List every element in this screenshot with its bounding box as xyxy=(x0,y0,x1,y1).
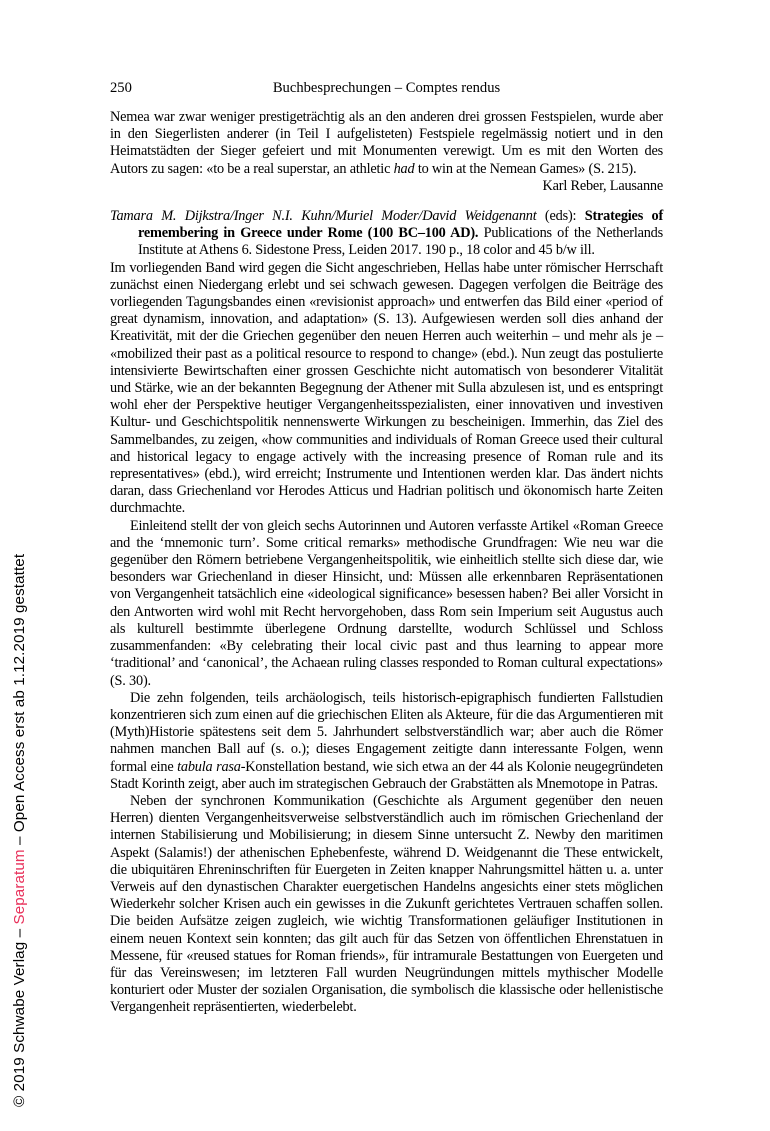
text-run: Publications of the Netherlands Institute at Athens 6. Sidestone Press, Leiden 2017. 190 p., 18 color and 45 b/w ill. xyxy=(138,225,667,259)
text-run: Die zehn folgenden, teils archäologisch, teils historisch-epigraphisch fundierten Fallstudien konzentrieren sich zum einen auf die griechischen Eliten als Akteure, für die das Argumentieren mit (Myth)Historie spätestens seit dem 5. Jahrhundert selbstverständlich war; aber auch die Römer nahmen manchen Ball auf (s. o.); dieses Engagement zeitigte dann interessante Folgen, wenn formal eine xyxy=(110,689,667,775)
text-run: Nemea war zwar weniger prestigeträchtig als an den anderen drei grossen Festspielen, wurde aber in den Siegerlisten anderer (in Teil I aufgelisteten) Festspiele regelmässig notiert und in den Heimatstädten der Sieger gefeiert und mit Monumenten verewigt. Um es mit den Worten des Autors zu sagen: «to be a real superstar, an athletic xyxy=(110,109,667,177)
page-number: 250 xyxy=(110,80,132,96)
text-run: tabula rasa xyxy=(177,758,241,775)
text-run: – Open Access erst ab 1.12.2019 gestattet xyxy=(11,553,28,850)
text-run: Im vorliegenden Band wird gegen die Sicht angeschrieben, Hellas habe unter römischer Herrschaft zunächst einen Niedergang erlebt und sei schwach gewesen. Dagegen verfolgen die Beiträge des vorliegenden Tagungsbandes einen «revisionist approach» und entwerfen das Bild einer «period of great dynamism, innovation, and adaptation» (S. 13). Aufgewiesen werden soll dies anhand der Kreativität, mit der die Griechen gegenüber den neuen Herren auch weiterhin – und mehr als je – «mobilized their past as a political resource to respond to change» (ebd.). Nun zeugt das postulierte intensivierte Bewirtschaften einer grossen Geschichte nicht automatisch von besonderer Vitalität und Stärke, wie an der bekannten Begegnung der Athener mit Sulla abzulesen ist, und es entspringt wohl eher der Perspektive heutiger Vergangenheitsspezialisten, einer innovativen und investiven Kultur- und Geschichtspolitik nennenswerte Wirkungen zu bescheinigen. Immerhin, das Ziel des Sammelbandes, zu zeigen, «how communities and individuals of Roman Greece used their cultural and historical legacy to engage actively with the increasing presence of Roman rule and its representatives» (ebd.), wird erreicht; Instrumente und Intentionen werden klar. Das ändert nichts daran, dass Griechenland vor Herodes Atticus und Hadrian politisch und ökonomisch harte Zeiten durchmachte. xyxy=(110,259,667,517)
text-run: Einleitend stellt der von gleich sechs Autorinnen und Autoren verfasste Artikel «Roman Greece and the ‘mnemonic turn’. Some critical remarks» methodische Grundfragen: Wie neu war die gegenüber den Römern betriebene Vergangenheitspolitik, wie einheitlich stellte sich diese dar, wie besonders war Griechenland in dieser Hinsicht, und: Müssen alle erkennbaren Repräsentationen von Vergangenheit tatsächlich eine «ideological significance» besessen haben? Bei aller Vorsicht in den Antworten wird wohl mit Recht hervorgehoben, dass Rom sein Imperium seit Augustus auch als kulturell bestimmte überlegene Ordnung darstellte, wodurch Schlüssel und Schloss zusammenfanden: «By celebrating their local civic past and thus learning to appear more ‘traditional’ and ‘canonical’, the Achaean ruling classes responded to Roman cultural expectations» (S. 30). xyxy=(110,517,667,689)
section-title: Buchbesprechungen – Comptes rendus xyxy=(272,80,501,96)
text-run: Neben der synchronen Kommunikation (Geschichte als Argument gegenüber den neuen Herren) dienten Vergangenheitsverweise selbstverständlich auch im römischen Griechenland der internen Stabilisierung und Mobilisierung; in diesem Sinne untersucht Z. Newby den maritimen Aspekt (Salamis!) der athenischen Ephebenfeste, während D. Weidgenannt die These entwickelt, die ubiquitären Ehreninschriften für Euergeten in Zeiten knapper Nahrungsmittel hätten u. a. unter Verweis auf den dynastischen Charakter euergetischen Handelns angesichts einer stets möglichen Wiederkehr solcher Krisen auch ein gewisses in die Zukunft gerichtetes Vertrauen schaffen sollen. Die beiden Aufsätze zeigen zugleich, wie wichtig Transformationen geläufiger Institutionen in einem neuen Kontext sein konnten; das gilt auch für das Setzen von öffentlichen Ehrenstatuen in Messene, für «reused statues for Roman friends», für intramurale Bestattungen von Euergeten und für das Vereinswesen; im letzteren Fall wurden Neugründungen mittels mythischer Modelle konturiert oder Muster der sozialen Organisation, die symbolisch die klassische oder hellenistische Vergangenheit repräsentierten, wiederbelebt. xyxy=(110,792,667,1016)
running-head xyxy=(110,80,663,98)
book-citation xyxy=(110,208,667,260)
text-run: Tamara M. Dijkstra/Inger N.I. Kuhn/Muriel Moder/David Weidgenannt xyxy=(110,208,537,225)
previous-review-paragraph xyxy=(110,109,667,178)
text-run: © 2019 Schwabe Verlag – xyxy=(11,924,28,1107)
text-column xyxy=(110,109,667,1017)
text-run: (eds): xyxy=(536,208,585,225)
vertical-imprint xyxy=(10,554,29,1107)
text-run: had xyxy=(393,160,415,177)
review-paragraph xyxy=(110,689,667,793)
text-run: Strategies of remembering in Greece under Rome (100 BC–100 AD). xyxy=(138,208,667,242)
review-body xyxy=(110,259,667,1017)
text-run: Separatum xyxy=(11,849,28,925)
reviewer-signature: Karl Reber, Lausanne xyxy=(542,177,663,194)
imprint-text xyxy=(11,554,28,1107)
review-paragraph xyxy=(110,259,667,518)
review-paragraph xyxy=(110,517,667,690)
text-run: to win at the Nemean Games» (S. 215). xyxy=(414,160,637,177)
review-paragraph xyxy=(110,792,667,1017)
text-run: -Konstellation bestand, wie sich etwa an der 44 als Kolonie neugegründeten Stadt Korinth zeigt, aber auch im strategischen Gebrauch der Grabstätten als Mnemotope in Patras. xyxy=(110,758,667,792)
